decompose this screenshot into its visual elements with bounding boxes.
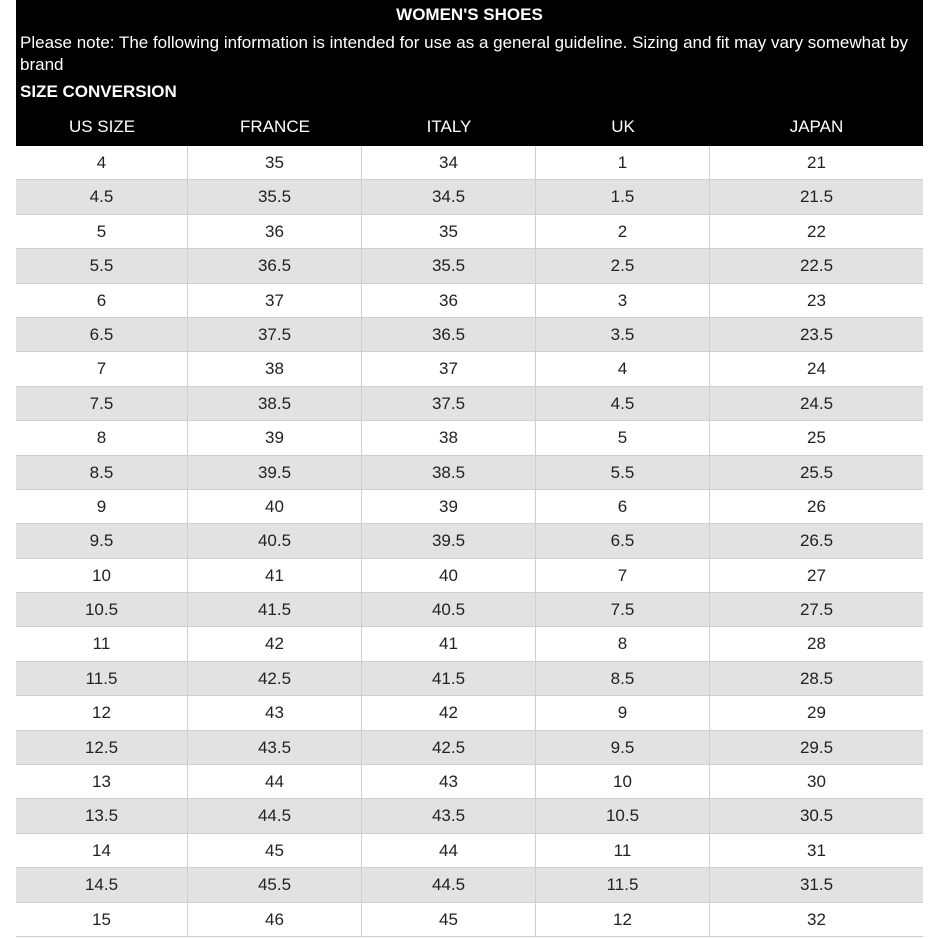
guideline-note: Please note: The following information is intended for use as a general guideline. Sizing and fit may vary somewhat by brand [20, 33, 908, 74]
cell-france: 35.5 [188, 180, 362, 213]
cell-japan: 26.5 [799, 531, 834, 551]
cell-france: 37 [188, 284, 362, 317]
cell-uk: 7.5 [536, 593, 710, 626]
cell-italy: 44.5 [362, 868, 536, 901]
cell-japan: 31.5 [799, 875, 834, 895]
cell-uk: 3.5 [536, 318, 710, 351]
table-row [16, 456, 923, 490]
cell-japan: 22.5 [799, 256, 834, 276]
cell-uk: 6 [536, 490, 710, 523]
cell-italy: 41 [362, 627, 536, 660]
cell-italy: 40 [362, 559, 536, 592]
cell-france: 36 [188, 215, 362, 248]
cell-france: 38.5 [188, 387, 362, 420]
cell-uk: 5.5 [536, 456, 710, 489]
cell-uk: 1 [536, 146, 710, 179]
cell-us-size: 10 [16, 559, 188, 592]
cell-japan: 22 [807, 221, 826, 241]
chart-header [16, 0, 923, 146]
cell-france: 41.5 [188, 593, 362, 626]
cell-japan: 25.5 [799, 462, 834, 482]
section-label: SIZE CONVERSION [20, 82, 177, 101]
table-row [16, 284, 923, 318]
cell-japan: 30 [807, 772, 826, 792]
table-row [16, 146, 923, 180]
cell-italy: 42 [362, 696, 536, 729]
cell-france: 45.5 [188, 868, 362, 901]
cell-france: 40.5 [188, 524, 362, 557]
cell-us-size: 5.5 [16, 249, 188, 282]
table-row [16, 731, 923, 765]
cell-uk: 9 [536, 696, 710, 729]
cell-us-size: 9.5 [16, 524, 188, 557]
cell-uk: 2.5 [536, 249, 710, 282]
cell-uk: 7 [536, 559, 710, 592]
cell-uk: 4.5 [536, 387, 710, 420]
cell-france: 38 [188, 352, 362, 385]
cell-italy: 36 [362, 284, 536, 317]
cell-france: 44.5 [188, 799, 362, 832]
cell-uk: 10.5 [536, 799, 710, 832]
cell-france: 46 [188, 903, 362, 936]
cell-us-size: 13.5 [16, 799, 188, 832]
table-row [16, 903, 923, 937]
cell-us-size: 7 [16, 352, 188, 385]
cell-japan: 23 [807, 290, 826, 310]
table-row [16, 180, 923, 214]
cell-italy: 37 [362, 352, 536, 385]
cell-japan: 31 [807, 840, 826, 860]
cell-japan: 21.5 [799, 187, 834, 207]
cell-us-size: 7.5 [16, 387, 188, 420]
cell-france: 43.5 [188, 731, 362, 764]
cell-us-size: 11 [16, 627, 188, 660]
cell-us-size: 6.5 [16, 318, 188, 351]
cell-uk: 1.5 [536, 180, 710, 213]
cell-italy: 39 [362, 490, 536, 523]
cell-france: 40 [188, 490, 362, 523]
cell-france: 43 [188, 696, 362, 729]
table-row [16, 834, 923, 868]
cell-uk: 8 [536, 627, 710, 660]
table-row [16, 490, 923, 524]
cell-italy: 38.5 [362, 456, 536, 489]
cell-japan: 21 [807, 153, 826, 172]
cell-uk: 6.5 [536, 524, 710, 557]
cell-italy: 42.5 [362, 731, 536, 764]
cell-us-size: 4 [16, 146, 188, 179]
table-row [16, 215, 923, 249]
cell-italy: 43.5 [362, 799, 536, 832]
cell-japan: 24 [807, 359, 826, 379]
cell-japan: 30.5 [799, 806, 834, 826]
cell-japan: 23.5 [799, 324, 834, 344]
cell-us-size: 8 [16, 421, 188, 454]
cell-japan: 28.5 [799, 668, 834, 688]
column-header-uk: UK [611, 117, 635, 136]
cell-us-size: 12.5 [16, 731, 188, 764]
table-row [16, 696, 923, 730]
column-header-france: FRANCE [240, 117, 310, 136]
cell-france: 41 [188, 559, 362, 592]
cell-france: 45 [188, 834, 362, 867]
table-row [16, 249, 923, 283]
table-row [16, 799, 923, 833]
cell-uk: 3 [536, 284, 710, 317]
cell-italy: 45 [362, 903, 536, 936]
cell-uk: 2 [536, 215, 710, 248]
cell-italy: 35 [362, 215, 536, 248]
cell-france: 37.5 [188, 318, 362, 351]
table-row [16, 765, 923, 799]
table-row [16, 421, 923, 455]
cell-italy: 34.5 [362, 180, 536, 213]
cell-us-size: 6 [16, 284, 188, 317]
cell-japan: 29.5 [799, 737, 834, 757]
cell-uk: 11.5 [536, 868, 710, 901]
cell-uk: 9.5 [536, 731, 710, 764]
cell-italy: 44 [362, 834, 536, 867]
table-row [16, 662, 923, 696]
column-header-italy: ITALY [426, 117, 472, 136]
cell-italy: 37.5 [362, 387, 536, 420]
cell-us-size: 14.5 [16, 868, 188, 901]
cell-us-size: 11.5 [16, 662, 188, 695]
cell-france: 35 [188, 146, 362, 179]
cell-us-size: 14 [16, 834, 188, 867]
cell-france: 42 [188, 627, 362, 660]
cell-japan: 27.5 [799, 600, 834, 620]
cell-uk: 10 [536, 765, 710, 798]
cell-italy: 40.5 [362, 593, 536, 626]
cell-france: 44 [188, 765, 362, 798]
table-row [16, 559, 923, 593]
size-table-body [16, 146, 923, 937]
cell-us-size: 5 [16, 215, 188, 248]
size-chart [16, 0, 923, 937]
cell-italy: 38 [362, 421, 536, 454]
cell-uk: 5 [536, 421, 710, 454]
cell-italy: 39.5 [362, 524, 536, 557]
cell-france: 42.5 [188, 662, 362, 695]
cell-france: 39.5 [188, 456, 362, 489]
cell-uk: 4 [536, 352, 710, 385]
table-row [16, 627, 923, 661]
cell-uk: 12 [536, 903, 710, 936]
cell-italy: 36.5 [362, 318, 536, 351]
cell-japan: 32 [807, 909, 826, 929]
cell-uk: 11 [536, 834, 710, 867]
table-row [16, 387, 923, 421]
cell-us-size: 13 [16, 765, 188, 798]
cell-france: 39 [188, 421, 362, 454]
cell-us-size: 15 [16, 903, 188, 936]
cell-japan: 28 [807, 634, 826, 654]
cell-italy: 43 [362, 765, 536, 798]
table-row [16, 593, 923, 627]
cell-us-size: 9 [16, 490, 188, 523]
cell-japan: 25 [807, 428, 826, 448]
cell-italy: 34 [362, 146, 536, 179]
cell-us-size: 8.5 [16, 456, 188, 489]
cell-japan: 24.5 [799, 393, 834, 413]
table-row [16, 318, 923, 352]
cell-us-size: 10.5 [16, 593, 188, 626]
table-row [16, 524, 923, 558]
page-title: WOMEN'S SHOES [396, 5, 543, 24]
column-header-row [16, 109, 923, 145]
cell-uk: 8.5 [536, 662, 710, 695]
cell-japan: 26 [807, 496, 826, 516]
cell-france: 36.5 [188, 249, 362, 282]
cell-japan: 29 [807, 703, 826, 723]
cell-us-size: 12 [16, 696, 188, 729]
table-row [16, 352, 923, 386]
table-row [16, 868, 923, 902]
cell-italy: 41.5 [362, 662, 536, 695]
cell-japan: 27 [807, 565, 826, 585]
column-header-us-size: US SIZE [68, 117, 136, 136]
cell-us-size: 4.5 [16, 180, 188, 213]
cell-italy: 35.5 [362, 249, 536, 282]
column-header-japan: JAPAN [789, 117, 844, 136]
